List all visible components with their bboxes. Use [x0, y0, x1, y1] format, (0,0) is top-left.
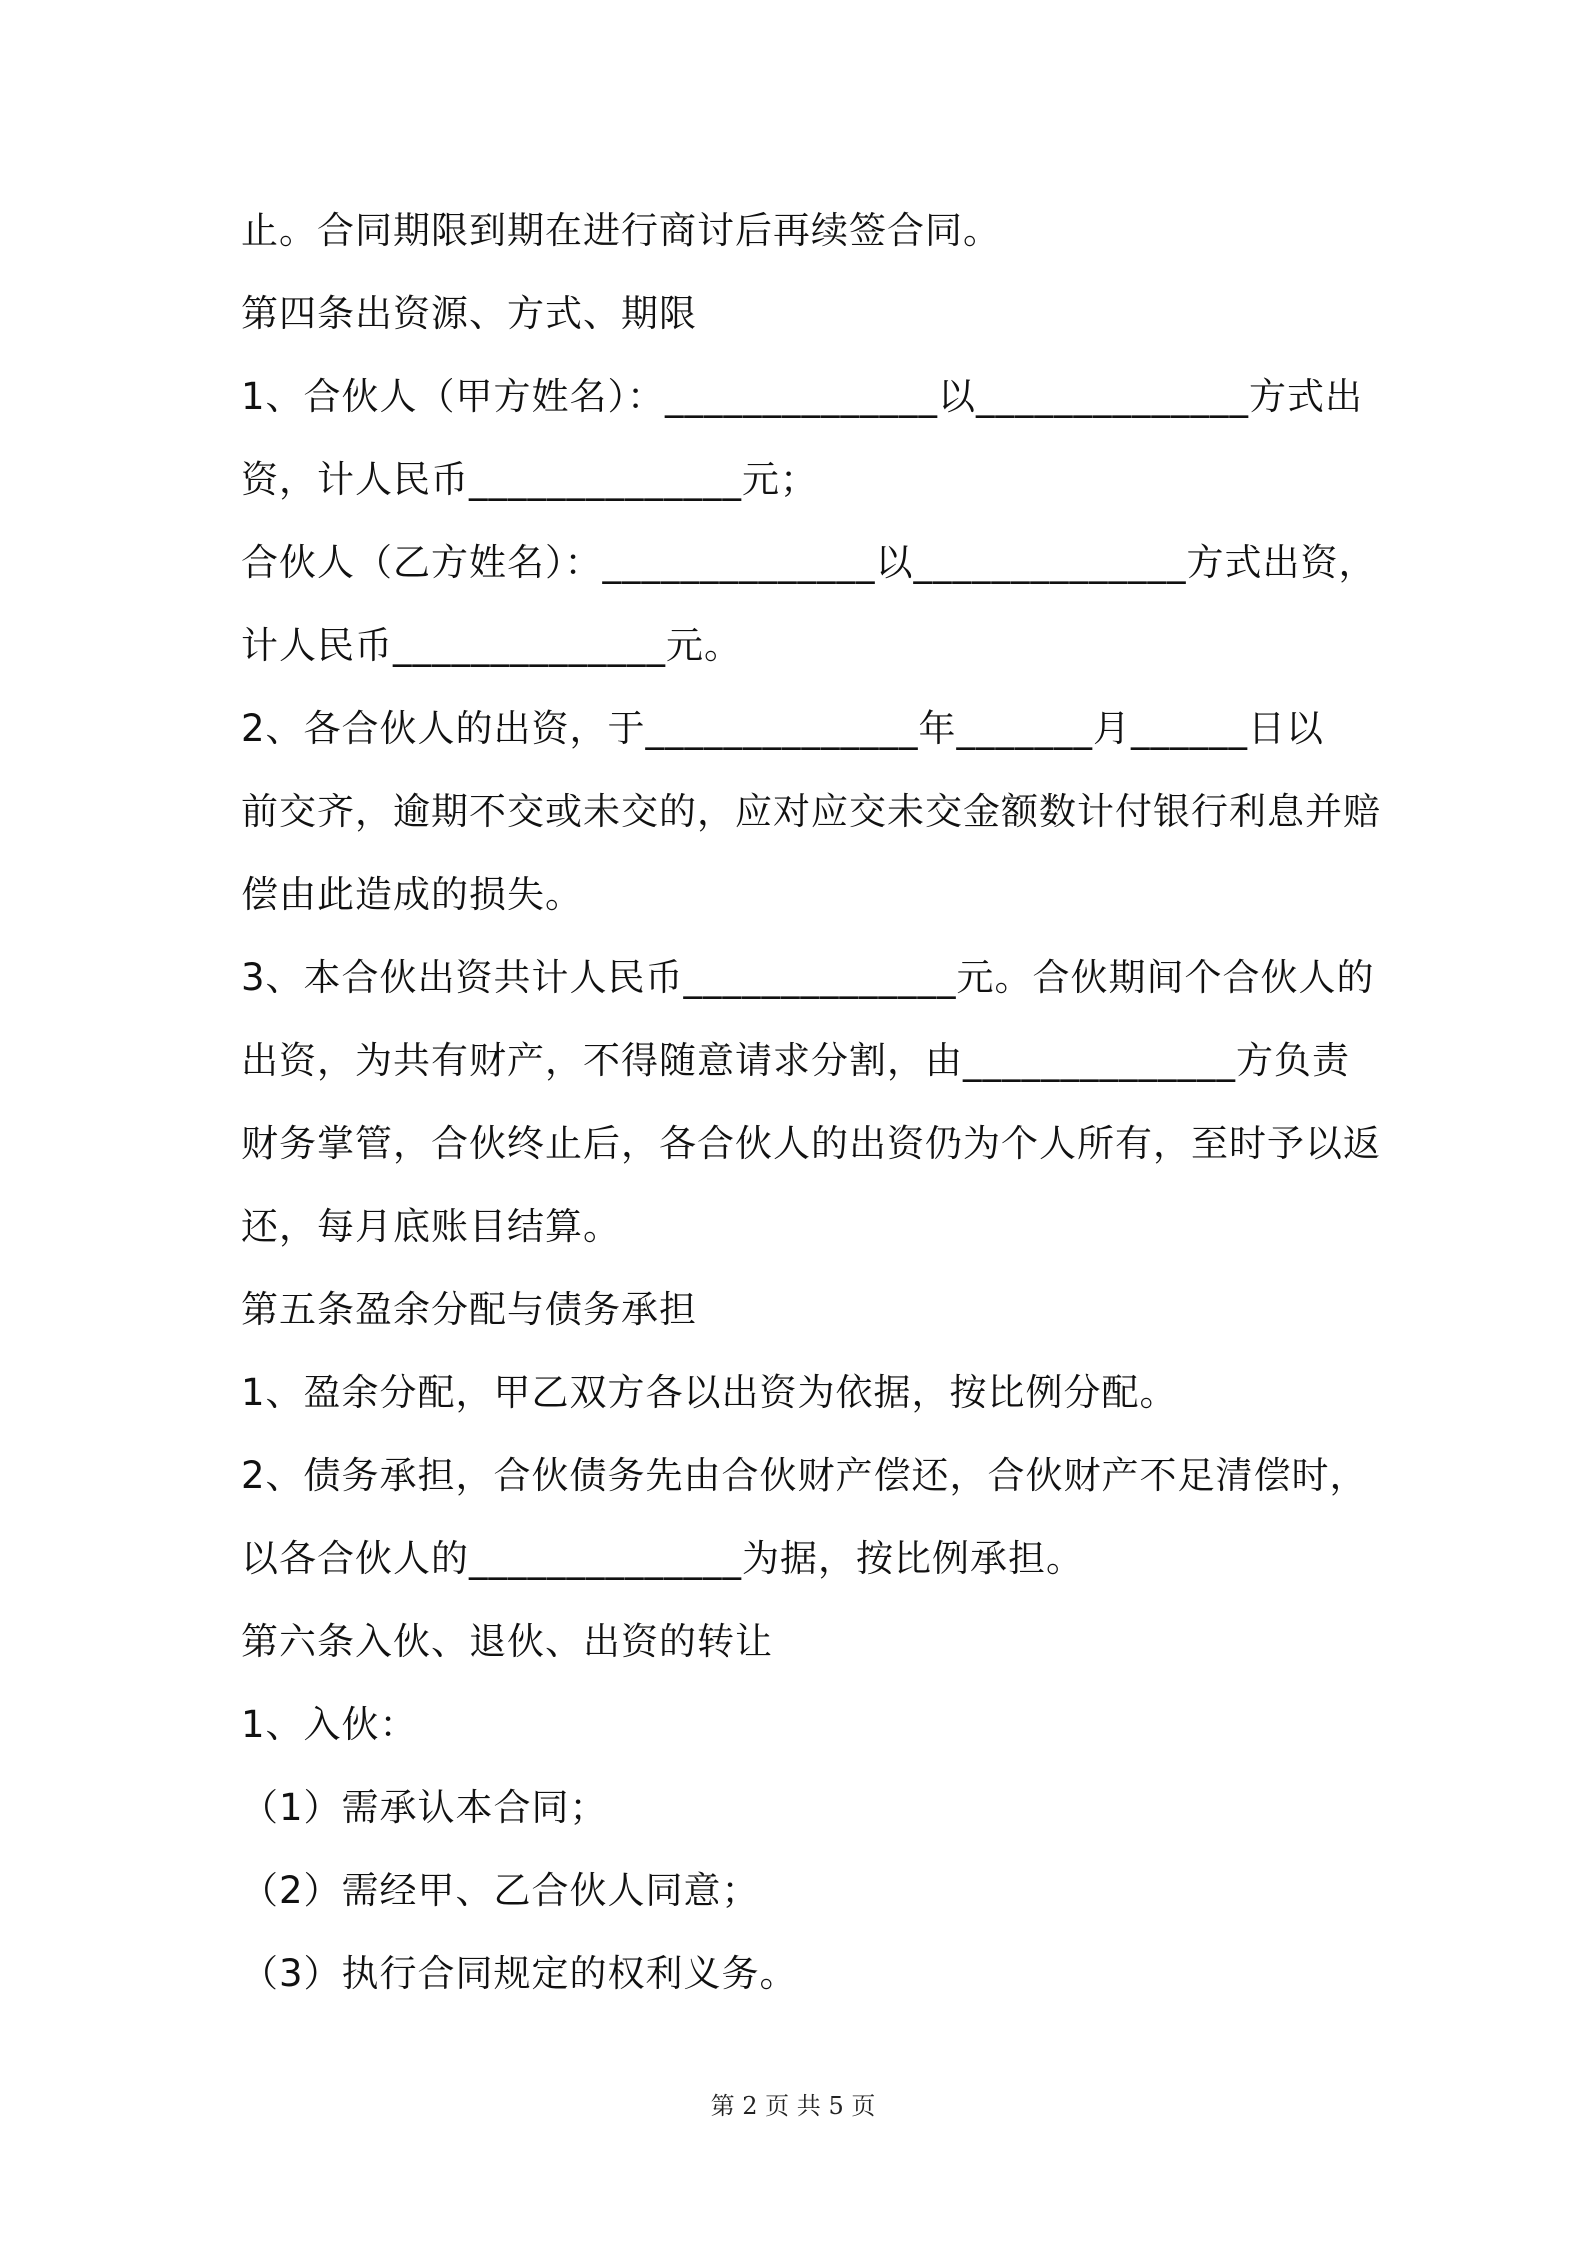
text-line: 1、入伙： — [241, 1703, 418, 1746]
text-line: 3、本合伙出资共计人民币______________元。合伙期间个合伙人的 — [241, 956, 1375, 999]
text-line: 前交齐，逾期不交或未交的，应对应交未交金额数计付银行利息并赔 — [241, 790, 1381, 833]
text-line: 以各合伙人的______________为据，按比例承担。 — [241, 1537, 1084, 1580]
list-item: （1）需承认本合同； — [241, 1786, 608, 1829]
text-line: 偿由此造成的损失。 — [241, 873, 583, 916]
text-line: 还，每月底账目结算。 — [241, 1205, 621, 1248]
page-number-footer: 第 2 页 共 5 页 — [710, 2092, 876, 2120]
text-line: 1、盈余分配，甲乙双方各以出资为依据，按比例分配。 — [241, 1371, 1178, 1414]
text-line: 2、各合伙人的出资，于______________年_______月______日以 — [241, 707, 1325, 750]
text-line: 计人民币______________元。 — [241, 624, 742, 667]
text-line: 合伙人（乙方姓名）：______________以______________方式出资， — [241, 541, 1377, 584]
list-item: （3）执行合同规定的权利义务。 — [241, 1952, 798, 1995]
section-heading: 第五条盈余分配与债务承担 — [241, 1288, 697, 1331]
text-line: 止。合同期限到期在进行商讨后再续签合同。 — [241, 209, 1001, 252]
section-heading: 第六条入伙、退伙、出资的转让 — [241, 1620, 773, 1663]
text-line: 1、合伙人（甲方姓名）：______________以______________方式出 — [241, 375, 1364, 418]
text-line: 资，计人民币______________元； — [241, 458, 818, 501]
text-line: 2、债务承担，合伙债务先由合伙财产偿还，合伙财产不足清偿时， — [241, 1454, 1368, 1497]
section-heading: 第四条出资源、方式、期限 — [241, 292, 697, 335]
text-line: 财务掌管，合伙终止后，各合伙人的出资仍为个人所有，至时予以返 — [241, 1122, 1381, 1165]
text-line: 出资，为共有财产，不得随意请求分割，由______________方负责 — [241, 1039, 1350, 1082]
list-item: （2）需经甲、乙合伙人同意； — [241, 1869, 760, 1912]
